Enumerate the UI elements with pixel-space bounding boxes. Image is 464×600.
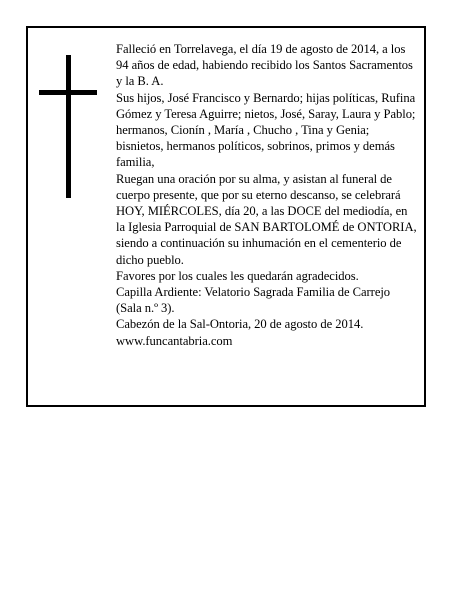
- family-list: Sus hijos, José Francisco y Bernardo; hijas políticas, Rufina Gómez y Teresa Aguirre; nietos, José, Saray, Laura y Pablo; hermanos, Cionín , María , Chucho , Tina y Genia; bisnietos, hermanos políticos, sobrinos, primos y demás familia,: [116, 90, 416, 170]
- death-announcement: Falleció en Torrelavega, el día 19 de agosto de 2014, a los 94 años de edad, habiendo recibido los Santos Sacramentos y la B. A.: [116, 42, 413, 89]
- notice-text: [116, 41, 418, 349]
- place-date-line: Cabezón de la Sal-Ontoria, 20 de agosto de 2014.: [116, 317, 364, 332]
- chapel-line: Capilla Ardiente: Velatorio Sagrada Familia de Carrejo (Sala n.º 3).: [116, 285, 391, 316]
- cross-horizontal-bar: [39, 90, 97, 95]
- latin-cross-icon: [38, 55, 98, 200]
- funeral-details: Ruegan una oración por su alma, y asistan al funeral de cuerpo presente, que por su eterno descanso, se celebrará HOY, MIÉRCOLES, día 20, a las DOCE del mediodía, en la Iglesia Parroquial de SAN BARTOLOMÉ de ONTORIA, siendo a continuación su inhumación en el cementerio de dicho pueblo.: [116, 171, 417, 267]
- thanks-line: Favores por los cuales les quedarán agradecidos.: [116, 268, 359, 283]
- cross-vertical-bar: [66, 55, 71, 198]
- obituary-notice: [26, 26, 426, 407]
- website-line: www.funcantabria.com: [116, 333, 233, 348]
